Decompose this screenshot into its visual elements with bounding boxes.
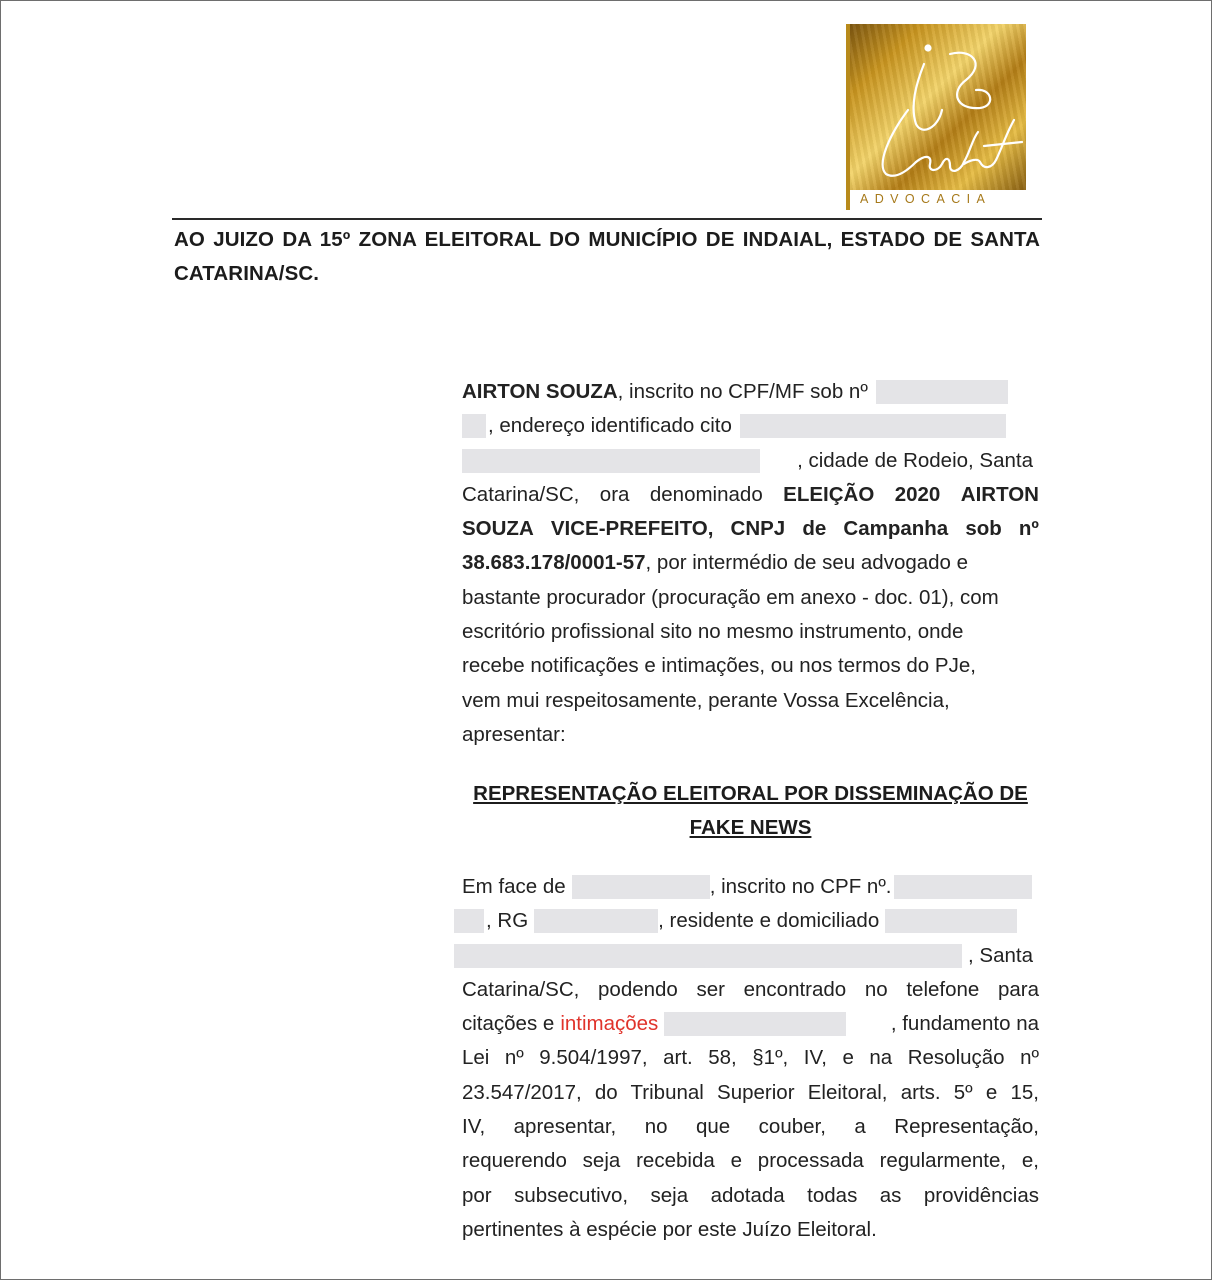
header-rule: [172, 218, 1042, 220]
redacted-cpf: [876, 380, 1008, 404]
petition-title-line2: FAKE NEWS: [689, 816, 812, 839]
text-line: [462, 1007, 1039, 1041]
text-line: [454, 904, 1039, 938]
text-run: Catarina/SC, podendo ser encontrado no telefone para: [462, 977, 1039, 1001]
highlighted-word: intimações: [560, 1012, 659, 1036]
text-line: [454, 939, 1039, 973]
redacted-phone: [664, 1012, 846, 1036]
text-run: Lei nº 9.504/1997, art. 58, §1º, IV, e na Resolução nº: [462, 1046, 1039, 1070]
text-line: [462, 1144, 1039, 1178]
word: Campanha: [843, 517, 949, 541]
text-line: [462, 973, 1039, 1007]
text-line: [462, 1110, 1039, 1144]
text-line: recebe notificações e intimações, ou nos termos do PJe,: [462, 654, 976, 678]
party-name: AIRTON SOUZA: [462, 380, 618, 403]
word: sob: [965, 517, 1002, 541]
word: AIRTON: [960, 482, 1039, 506]
text-line: [462, 1076, 1039, 1110]
text-line: vem mui respeitosamente, perante Vossa Excelência,: [462, 688, 950, 712]
text-run: Em face de: [462, 875, 566, 898]
word: nº: [1018, 517, 1039, 541]
text-run: , por intermédio de seu advogado e: [645, 551, 969, 575]
campaign-cnpj: 38.683.178/0001-57: [462, 551, 646, 575]
text-run: por subsecutivo, seja adotada todas as providências: [462, 1183, 1039, 1207]
text-line: [462, 409, 1039, 443]
text-run: , Santa: [968, 943, 1033, 967]
law-firm-logo: [846, 24, 1026, 210]
redacted-residence-cont: [454, 944, 962, 968]
redacted-address-cont: [462, 449, 760, 473]
text-run: , cidade de Rodeio, Santa: [797, 448, 1033, 472]
word: Catarina/SC,: [462, 482, 580, 506]
text-run: citações e: [462, 1012, 555, 1036]
word: denominado: [649, 482, 763, 506]
petition-title: [462, 777, 1039, 845]
party-qualification: [462, 375, 1039, 752]
word: VICE-PREFEITO,: [550, 517, 714, 541]
word: de: [802, 517, 827, 541]
logo-tagline: ADVOCACIA: [860, 192, 992, 206]
text-run: IV, apresentar, no que couber, a Representação,: [462, 1115, 1039, 1139]
logo-signature-icon: [846, 24, 1026, 190]
redacted-residence: [885, 909, 1017, 933]
text-line: [462, 478, 1039, 512]
defendant-qualification: [462, 870, 1039, 1247]
court-address: AO JUIZO DA 15º ZONA ELEITORAL DO MUNICÍPIO DE INDAIAL, ESTADO DE SANTA CATARINA/SC.: [174, 228, 1040, 285]
redacted-cpf-end: [454, 909, 484, 933]
redacted-defendant-name: [572, 875, 710, 899]
text-line: [462, 1041, 1039, 1075]
redacted-rg: [534, 909, 658, 933]
word: CNPJ: [730, 517, 786, 541]
text-run: , endereço identificado cito: [488, 414, 732, 438]
text-line: [462, 1179, 1039, 1213]
text-run: , RG: [486, 909, 529, 933]
text-run: , fundamento na: [890, 1012, 1039, 1036]
redacted-address: [740, 414, 1006, 438]
text-run: 23.547/2017, do Tribunal Superior Eleitoral, arts. 5º e 15,: [462, 1080, 1039, 1104]
text-line: [462, 546, 1039, 580]
text-line: [462, 444, 1039, 478]
redacted-defendant-cpf: [894, 875, 1032, 899]
word: 2020: [894, 482, 941, 506]
text-run: , inscrito no CPF/MF sob nº: [617, 380, 868, 403]
redacted-cpf-end: [462, 414, 486, 438]
text-line: [462, 512, 1039, 546]
word: ELEIÇÃO: [783, 482, 875, 506]
text-line: apresentar:: [462, 722, 566, 746]
text-line: pertinentes à espécie por este Juízo Eleitoral.: [462, 1217, 877, 1241]
text-run: , inscrito no CPF nº.: [709, 875, 892, 898]
text-line: escritório profissional sito no mesmo instrumento, onde: [462, 620, 964, 644]
word: ora: [599, 482, 630, 506]
text-run: requerendo seja recebida e processada regularmente, e,: [462, 1149, 1039, 1173]
text-run: , residente e domiciliado: [658, 909, 880, 933]
petition-title-line1: REPRESENTAÇÃO ELEITORAL POR DISSEMINAÇÃO DE: [473, 782, 1028, 805]
text-line: bastante procurador (procuração em anexo - doc. 01), com: [462, 585, 999, 609]
text-line: [462, 375, 1039, 409]
text-line: [462, 870, 1039, 904]
word: SOUZA: [462, 517, 534, 541]
